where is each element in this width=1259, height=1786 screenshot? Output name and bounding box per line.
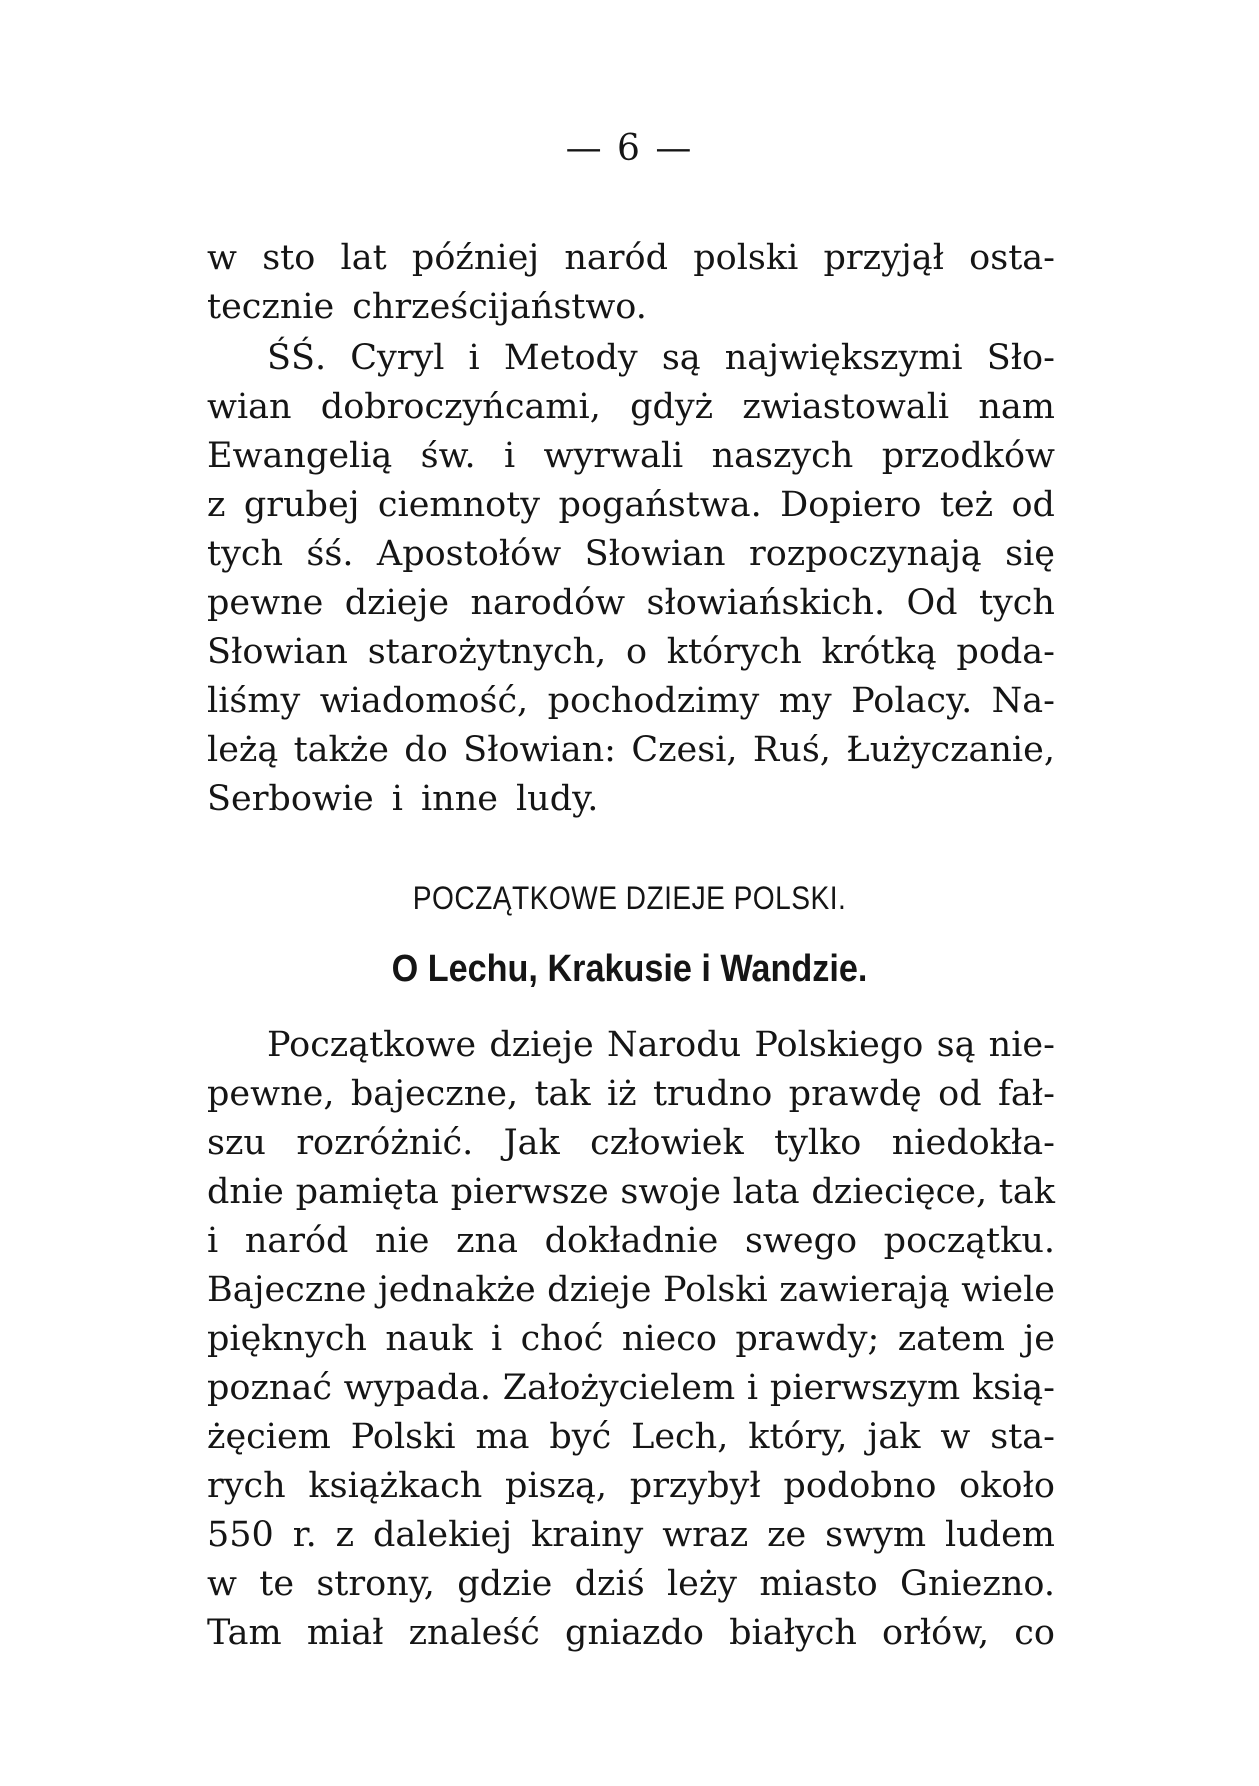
word: od	[938, 1074, 982, 1114]
word: człowiek	[590, 1123, 744, 1163]
word: wyrwali	[543, 436, 684, 476]
word: Narodu	[606, 1025, 742, 1065]
text-line	[207, 1119, 1055, 1168]
word: orłów,	[882, 1613, 990, 1653]
word: poznać	[207, 1368, 332, 1408]
word: Metody	[503, 338, 638, 378]
word: piszą,	[505, 1466, 608, 1506]
word: ma	[475, 1417, 530, 1457]
word: dziś	[574, 1564, 645, 1604]
word: i	[490, 1319, 503, 1359]
word: jednakże	[377, 1270, 536, 1310]
word: także	[293, 730, 389, 770]
word: osta-	[969, 238, 1055, 278]
word: Sło-	[986, 338, 1055, 378]
word: początku.	[883, 1221, 1055, 1261]
word: się	[1005, 534, 1055, 574]
word: i	[746, 1368, 759, 1408]
word: największymi	[724, 338, 963, 378]
word: grubej	[243, 485, 360, 525]
word: Serbowie	[207, 779, 374, 819]
word: Bajeczne	[207, 1270, 367, 1310]
word: zawierają	[779, 1270, 950, 1310]
text-line	[207, 579, 1055, 628]
word: przodków	[881, 436, 1055, 476]
word: gniazdo	[565, 1613, 704, 1653]
word: w	[940, 1417, 971, 1457]
text-line	[207, 383, 1055, 432]
word: książkach	[308, 1466, 483, 1506]
word: z	[207, 485, 226, 525]
word: Słowian	[207, 632, 348, 672]
word: ludy.	[515, 779, 599, 819]
word: rozróżnić.	[296, 1123, 474, 1163]
word: dzieje	[547, 1270, 652, 1310]
word: Cyryl	[350, 338, 445, 378]
word: żęciem	[207, 1417, 331, 1457]
word: nam	[978, 387, 1055, 427]
word: są	[661, 338, 701, 378]
word: ciemnoty	[377, 485, 541, 525]
text-line	[207, 234, 1055, 283]
word: Apostołów	[376, 534, 562, 574]
text-line	[207, 432, 1055, 481]
word: swego	[744, 1221, 858, 1261]
word: choć	[520, 1319, 604, 1359]
page-number: — 6 —	[565, 128, 694, 169]
text-line	[207, 1609, 1055, 1658]
text-line	[207, 1168, 1055, 1217]
word: Lech,	[631, 1417, 729, 1457]
word: pewne	[207, 583, 324, 623]
word: dzieje	[344, 583, 450, 623]
word: krótką	[821, 632, 937, 672]
word: prawdy;	[735, 1319, 880, 1359]
word: krainy	[531, 1515, 644, 1555]
word: pięknych	[207, 1319, 367, 1359]
word: wiele	[961, 1270, 1055, 1310]
text-line	[207, 1560, 1055, 1609]
word: naród	[244, 1221, 349, 1261]
word: później	[411, 238, 540, 278]
word: pamięta	[295, 1172, 439, 1212]
word: sta-	[990, 1417, 1055, 1457]
word: i	[503, 436, 516, 476]
word: ludem	[944, 1515, 1055, 1555]
text-line	[207, 530, 1055, 579]
word: co	[1014, 1613, 1055, 1653]
text-line	[207, 1364, 1055, 1413]
text-line	[207, 283, 1055, 332]
text-line	[207, 1021, 1055, 1070]
text-line	[207, 334, 1055, 383]
word: bajeczne,	[350, 1074, 519, 1114]
word: Łużyczanie,	[846, 730, 1055, 770]
word: dokładnie	[544, 1221, 719, 1261]
word: od	[1011, 485, 1055, 525]
section-title: POCZĄTKOWE DZIEJE POLSKI.	[412, 880, 847, 916]
word: strony,	[316, 1564, 435, 1604]
word: tych	[978, 583, 1055, 623]
word: lat	[340, 238, 387, 278]
text-line	[207, 1462, 1055, 1511]
word: tak	[998, 1172, 1055, 1212]
paragraph-3	[207, 1021, 1055, 1658]
word: Słowian:	[463, 730, 616, 770]
word: wypada.	[343, 1368, 492, 1408]
word: my	[778, 681, 832, 721]
word: polski	[693, 238, 799, 278]
word: nauk	[385, 1319, 473, 1359]
word: naszych	[711, 436, 854, 476]
word: starożytnych,	[367, 632, 607, 672]
word: dziecięce,	[811, 1172, 988, 1212]
word: chrześcijaństwo.	[352, 287, 647, 327]
word: około	[959, 1466, 1055, 1506]
word: jak	[867, 1417, 921, 1457]
word: swoje	[620, 1172, 721, 1212]
word: tecznie	[207, 287, 335, 327]
word: być	[549, 1417, 612, 1457]
word: Słowian	[584, 534, 726, 574]
word: słowiańskich.	[646, 583, 886, 623]
word: iż	[606, 1074, 637, 1114]
text-line	[207, 481, 1055, 530]
word: przyjął	[823, 238, 944, 278]
word: Polskiego	[754, 1025, 924, 1065]
text-line	[207, 1070, 1055, 1119]
word: Czesi,	[631, 730, 738, 770]
word: r.	[292, 1515, 317, 1555]
word: i	[468, 338, 480, 378]
word: sto	[262, 238, 316, 278]
word: i	[391, 779, 403, 819]
word: niedokła-	[891, 1123, 1055, 1163]
word: Gniezno.	[899, 1564, 1055, 1604]
word: też	[939, 485, 994, 525]
word: leżą	[207, 730, 279, 770]
word: swym	[825, 1515, 927, 1555]
word: poda-	[956, 632, 1055, 672]
word: dalekiej	[372, 1515, 513, 1555]
word: leży	[666, 1564, 738, 1604]
section-subtitle: O Lechu, Krakusie i Wandzie.	[391, 948, 868, 990]
word: pewne,	[207, 1074, 335, 1114]
word: wian	[207, 387, 292, 427]
word: ksią-	[971, 1368, 1055, 1408]
word: pogaństwa.	[558, 485, 762, 525]
word: nie-	[988, 1025, 1055, 1065]
text-line	[207, 1315, 1055, 1364]
paragraph-2	[207, 334, 1055, 824]
word: św.	[420, 436, 476, 476]
word: z	[335, 1515, 355, 1555]
word: i	[207, 1221, 219, 1261]
word: zwiastowali	[742, 387, 950, 427]
word: Jak	[503, 1123, 560, 1163]
word: 550	[207, 1515, 274, 1555]
word: Tam	[207, 1613, 282, 1653]
word: tak	[534, 1074, 591, 1114]
word: Polski	[662, 1270, 768, 1310]
word: Założycielem	[502, 1368, 736, 1408]
word: prawdę	[788, 1074, 922, 1114]
word: dzieje	[489, 1025, 594, 1065]
word: w	[207, 238, 237, 278]
word: tych	[207, 534, 283, 574]
word: przybył	[629, 1466, 761, 1506]
word: miasto	[759, 1564, 878, 1604]
word: Polacy.	[851, 681, 973, 721]
word: są	[936, 1025, 976, 1065]
word: gdyż	[630, 387, 714, 427]
word: lata	[732, 1172, 800, 1212]
word: Ruś,	[752, 730, 831, 770]
text-line	[207, 628, 1055, 677]
text-line	[207, 726, 1055, 775]
word: miał	[306, 1613, 384, 1653]
word: Polski	[350, 1417, 456, 1457]
text-line	[207, 677, 1055, 726]
word: rych	[207, 1466, 286, 1506]
word: do	[404, 730, 448, 770]
text-line	[207, 1217, 1055, 1266]
word: podobno	[783, 1466, 937, 1506]
word: te	[259, 1564, 295, 1604]
text-line	[207, 1511, 1055, 1560]
word: śś.	[306, 534, 354, 574]
word: szu	[207, 1123, 266, 1163]
paragraph-1	[207, 234, 1055, 332]
word: naród	[564, 238, 668, 278]
word: rozpoczynają	[749, 534, 982, 574]
word: dnie	[207, 1172, 284, 1212]
word: fał-	[997, 1074, 1055, 1114]
word: nie	[375, 1221, 430, 1261]
word: zna	[456, 1221, 518, 1261]
word: pierwsze	[450, 1172, 609, 1212]
word: w	[207, 1564, 237, 1604]
word: liśmy	[207, 681, 301, 721]
word: narodów	[470, 583, 626, 623]
word: wraz	[662, 1515, 749, 1555]
text-line	[207, 1413, 1055, 1462]
word: Na-	[991, 681, 1055, 721]
word: których	[666, 632, 802, 672]
word: pochodzimy	[547, 681, 760, 721]
word: tylko	[774, 1123, 862, 1163]
word: trudno	[652, 1074, 773, 1114]
word: ze	[767, 1515, 807, 1555]
word: o	[625, 632, 648, 672]
word: pierwszym	[769, 1368, 961, 1408]
word: zatem	[897, 1319, 1005, 1359]
word: nieco	[621, 1319, 717, 1359]
word: gdzie	[457, 1564, 553, 1604]
word: Początkowe	[267, 1025, 477, 1065]
word: dobroczyńcami,	[320, 387, 601, 427]
word: ŚŚ.	[267, 338, 327, 378]
text-line	[207, 1266, 1055, 1315]
word: je	[1023, 1319, 1055, 1359]
word: inne	[420, 779, 498, 819]
word: Od	[906, 583, 958, 623]
text-line	[207, 775, 1055, 824]
word: znaleść	[408, 1613, 540, 1653]
word: wiadomość,	[319, 681, 529, 721]
word: który,	[748, 1417, 848, 1457]
word: Ewangelią	[207, 436, 393, 476]
word: Dopiero	[780, 485, 922, 525]
word: białych	[729, 1613, 857, 1653]
